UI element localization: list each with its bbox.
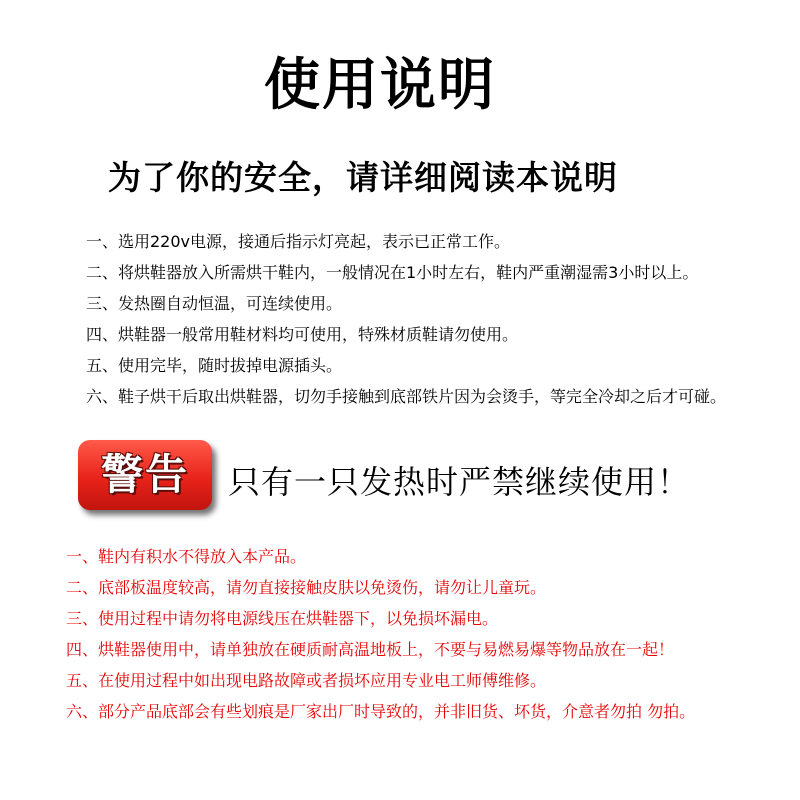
warning-item-1: 一、鞋内有积水不得放入本产品。 — [66, 547, 307, 566]
instruction-item-5: 五、使用完毕，随时拔掉电源插头。 — [86, 356, 343, 375]
instruction-item-6: 六、鞋子烘干后取出烘鞋器，切勿手接触到底部铁片因为会烫手，等完全冷却之后才可碰。 — [86, 387, 727, 406]
instruction-item-4: 四、烘鞋器一般常用鞋材料均可使用，特殊材质鞋请勿使用。 — [86, 325, 519, 344]
instruction-item-3: 三、发热圈自动恒温，可连续使用。 — [86, 294, 343, 313]
warning-item-2: 二、底部板温度较高，请勿直接接触皮肤以免烫伤，请勿让儿童玩。 — [66, 578, 547, 597]
instruction-item-2: 二、将烘鞋器放入所需烘干鞋内，一般情况在1小时左右，鞋内严重潮湿需3小时以上。 — [86, 263, 699, 282]
warning-badge-label: 警告 — [100, 450, 189, 499]
warning-item-4: 四、烘鞋器使用中，请单独放在硬质耐高温地板上，不要与易燃易爆等物品放在一起！ — [66, 640, 675, 659]
page-title: 使用说明 — [264, 53, 496, 118]
warning-list — [66, 541, 695, 727]
warning-item-5: 五、在使用过程中如出现电路故障或者损坏应用专业电工师傅维修。 — [66, 671, 547, 690]
warning-headline: 只有一只发热时严禁继续使用！ — [228, 463, 691, 501]
warning-badge — [78, 440, 212, 510]
warning-item-6: 六、部分产品底部会有些划痕是厂家出厂时导致的，并非旧货、坏货，介意者勿拍 勿拍。 — [66, 702, 696, 721]
warning-item-3: 三、使用过程中请勿将电源线压在烘鞋器下，以免损坏漏电。 — [66, 609, 499, 628]
safety-subtitle: 为了你的安全，请详细阅读本说明 — [108, 158, 618, 197]
instruction-list — [86, 226, 726, 412]
instruction-item-1: 一、选用220v电源，接通后指示灯亮起，表示已正常工作。 — [86, 232, 511, 251]
